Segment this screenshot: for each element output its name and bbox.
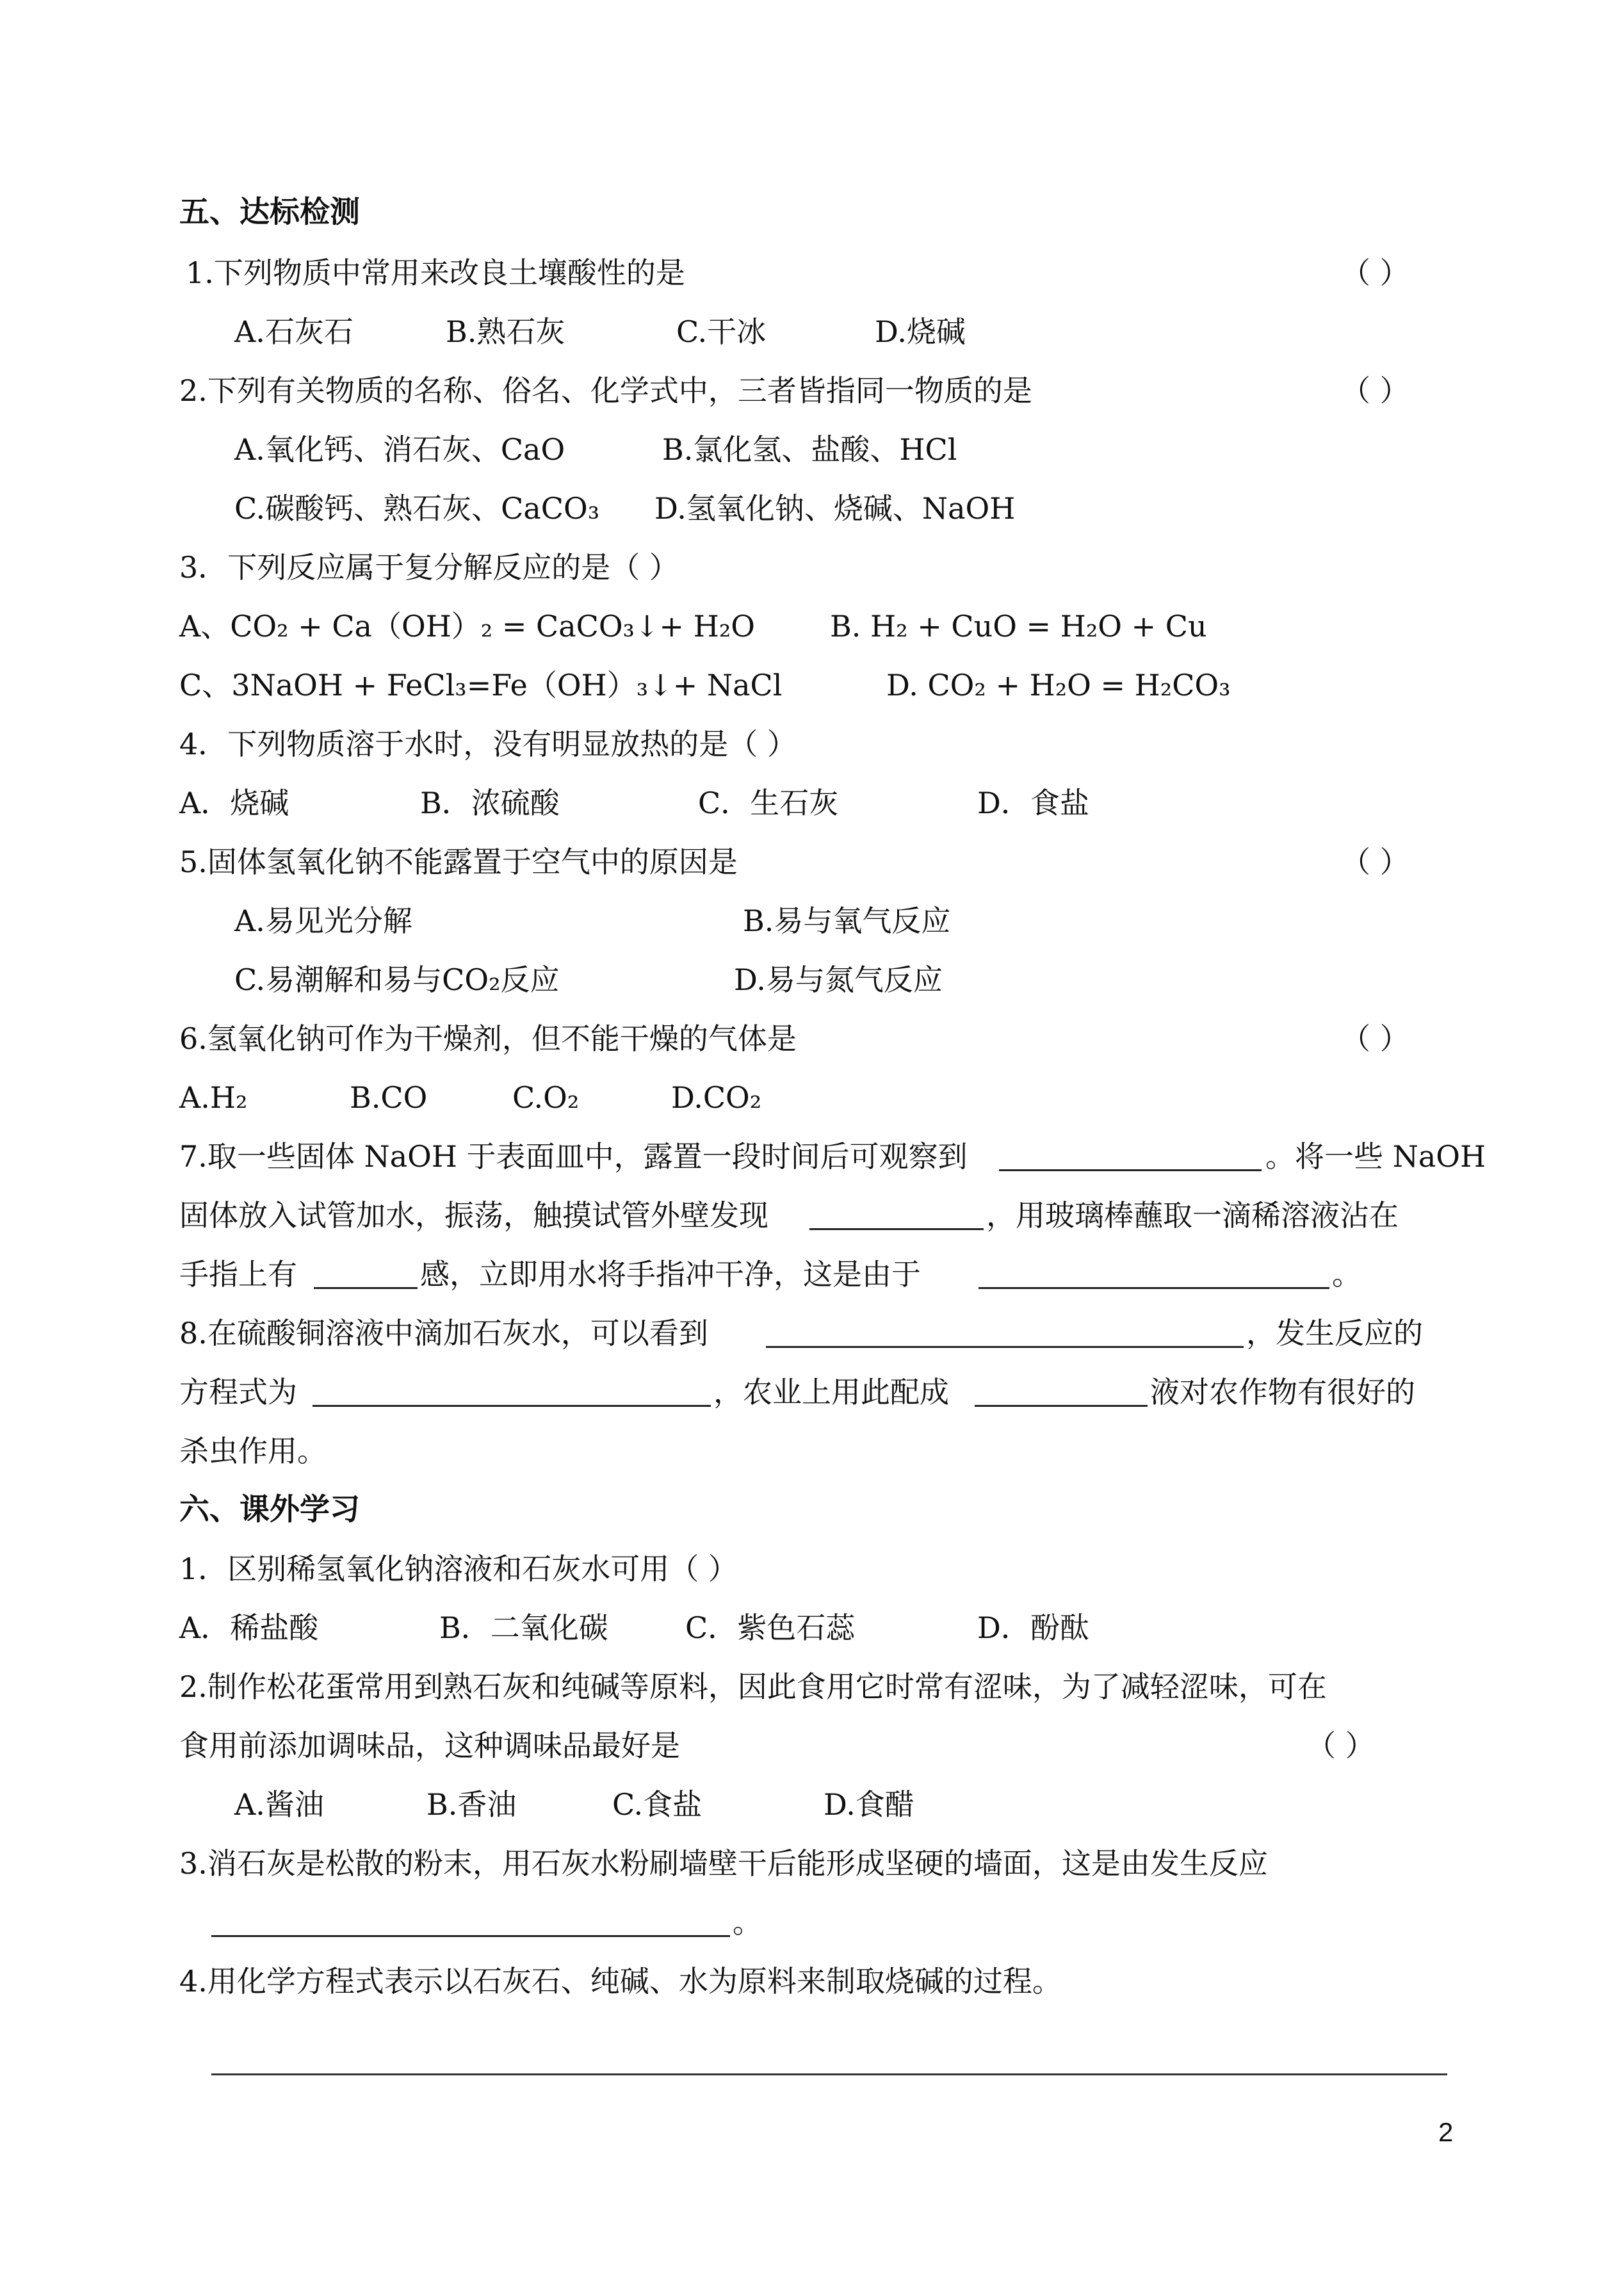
option-c: C.易潮解和易与CO₂反应 <box>234 962 560 997</box>
extra-question-3-text: 。 <box>733 1905 762 1940</box>
answer-parentheses: （ ） <box>1341 1021 1409 1056</box>
extra-question-1-stem: 1．区别稀氢氧化钠溶液和石灰水可用（ ） <box>179 1552 738 1586</box>
question-2-stem: 2.下列有关物质的名称、俗名、化学式中，三者皆指同一物质的是 <box>179 373 1032 408</box>
option-a: A.氧化钙、消石灰、CaO <box>234 432 565 467</box>
option-c: C、3NaOH + FeCl₃=Fe（OH）₃↓+ NaCl <box>179 668 783 702</box>
page-number: 2 <box>1438 2117 1454 2147</box>
question-8-text: ，发生反应的 <box>1246 1316 1423 1350</box>
option-b: B.CO <box>350 1080 428 1115</box>
question-1-stem: 1.下列物质中常用来改良土壤酸性的是 <box>186 255 685 290</box>
option-c: C.干冰 <box>676 314 767 349</box>
option-b: B.香油 <box>426 1787 517 1822</box>
option-d: D.易与氮气反应 <box>734 962 943 997</box>
option-d: D. CO₂ + H₂O = H₂CO₃ <box>886 668 1231 702</box>
fill-blank[interactable] <box>975 1372 1148 1407</box>
option-a: A、CO₂ + Ca（OH）₂ = CaCO₃↓+ H₂O <box>179 609 755 644</box>
option-a: A.石灰石 <box>234 314 353 349</box>
extra-question-4-text: 4.用化学方程式表示以石灰石、纯碱、水为原料来制取烧碱的过程。 <box>179 1964 1062 1999</box>
answer-parentheses: （ ） <box>1341 373 1409 408</box>
answer-parentheses: （ ） <box>1341 255 1409 290</box>
option-c: C.O₂ <box>512 1080 580 1115</box>
fill-blank[interactable] <box>809 1195 984 1230</box>
option-d: D.CO₂ <box>671 1080 762 1115</box>
question-7-text: 固体放入试管加水，振荡，触摸试管外壁发现 <box>179 1198 768 1233</box>
option-c: C．紫色石蕊 <box>685 1610 856 1645</box>
answer-parentheses: （ ） <box>1306 1728 1375 1763</box>
option-a: A.易见光分解 <box>234 904 412 938</box>
section-title-text: 五、达标检测 <box>179 195 360 230</box>
fill-blank[interactable] <box>978 1254 1329 1289</box>
option-a: A.H₂ <box>179 1080 248 1115</box>
option-c: C．生石灰 <box>698 786 839 820</box>
answer-parentheses: （ ） <box>1341 845 1409 879</box>
question-3-stem: 3．下列反应属于复分解反应的是（ ） <box>179 550 679 585</box>
option-a: A．稀盐酸 <box>179 1610 319 1645</box>
fill-blank[interactable] <box>211 1902 730 1937</box>
option-b: B.氯化氢、盐酸、HCl <box>662 432 957 467</box>
question-7-text: 。将一些 NaOH <box>1265 1139 1486 1174</box>
option-c: C.碳酸钙、熟石灰、CaCO₃ <box>234 491 600 526</box>
question-7-text: 感，立即用水将手指冲干净，这是由于 <box>420 1257 921 1292</box>
section-title-text: 六、课外学习 <box>179 1492 360 1527</box>
option-b: B.易与氧气反应 <box>743 904 951 938</box>
question-8-text: 8.在硫酸铜溶液中滴加石灰水，可以看到 <box>179 1316 708 1350</box>
option-d: D．食盐 <box>977 786 1089 820</box>
option-d: D.烧碱 <box>875 314 966 349</box>
option-d: D.食醋 <box>824 1787 914 1822</box>
extra-question-3-text: 3.消石灰是松散的粉末，用石灰水粉刷墙壁干后能形成坚硬的墙面，这是由发生反应 <box>179 1846 1268 1881</box>
option-a: A．烧碱 <box>179 786 289 820</box>
extra-question-2-text: 2.制作松花蛋常用到熟石灰和纯碱等原料，因此食用它时常有涩味，为了减轻涩味，可在 <box>179 1669 1327 1704</box>
question-4-stem: 4．下列物质溶于水时，没有明显放热的是（ ） <box>179 727 797 761</box>
question-7-text: 7.取一些固体 NaOH 于表面皿中，露置一段时间后可观察到 <box>179 1139 968 1174</box>
fill-blank[interactable] <box>314 1254 418 1289</box>
option-d: D.氢氧化钠、烧碱、NaOH <box>654 491 1016 526</box>
question-7-text: 。 <box>1332 1257 1361 1292</box>
fill-blank[interactable] <box>313 1372 711 1407</box>
option-b: B．浓硫酸 <box>420 786 560 820</box>
option-b: B. H₂ + CuO = H₂O + Cu <box>830 609 1207 644</box>
question-7-text: 手指上有 <box>179 1257 297 1292</box>
question-8-text: 杀虫作用。 <box>179 1434 327 1468</box>
option-a: A.酱油 <box>234 1787 324 1822</box>
question-7-text: ，用玻璃棒蘸取一滴稀溶液沾在 <box>986 1198 1399 1233</box>
extra-question-2-text: 食用前添加调味品，这种调味品最好是 <box>179 1728 680 1763</box>
option-b: B．二氧化碳 <box>439 1610 608 1645</box>
option-d: D．酚酞 <box>977 1610 1089 1645</box>
question-5-stem: 5.固体氢氧化钠不能露置于空气中的原因是 <box>179 845 738 879</box>
answer-line[interactable] <box>211 2073 1447 2075</box>
option-c: C.食盐 <box>612 1787 702 1822</box>
question-8-text: 方程式为 <box>179 1375 297 1409</box>
question-8-text: 液对农作物有很好的 <box>1150 1375 1415 1409</box>
fill-blank[interactable] <box>999 1136 1262 1171</box>
fill-blank[interactable] <box>766 1313 1244 1348</box>
question-6-stem: 6.氢氧化钠可作为干燥剂，但不能干燥的气体是 <box>179 1021 797 1056</box>
option-b: B.熟石灰 <box>446 314 565 349</box>
question-8-text: ，农业上用此配成 <box>713 1375 949 1409</box>
